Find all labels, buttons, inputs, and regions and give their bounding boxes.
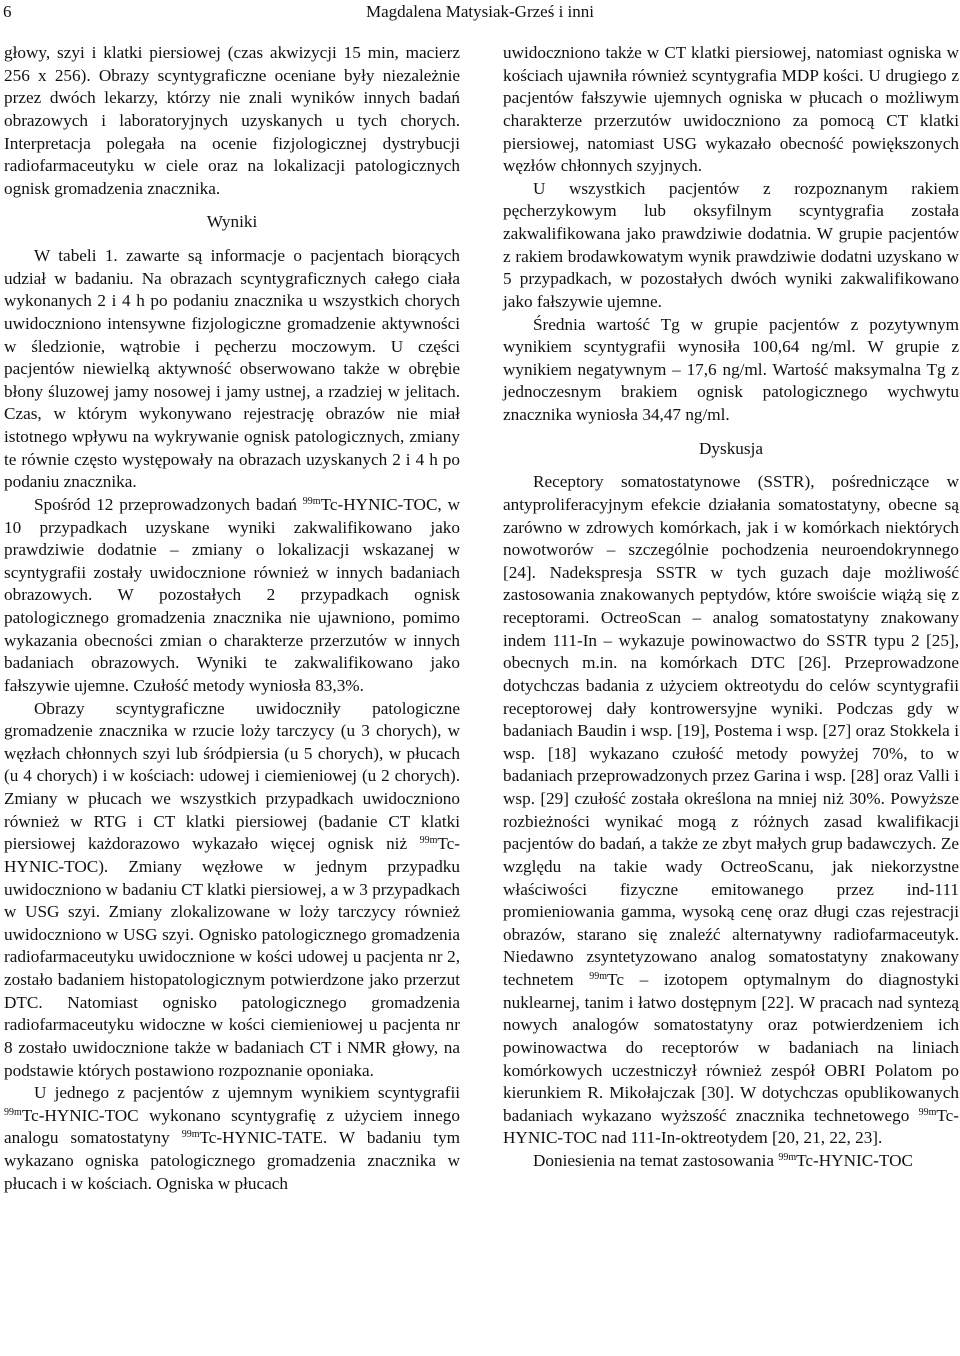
text-run: Receptory somatostatynowe (SSTR), pośredniczące w antyproliferacyjnym efekcie działania somatostatyny, obecne są zarówno w zdrowych komórkach, jak i w komórkach niektórych nowotworów – szczególnie pochodzenia neuroendokrynnego [24]. Nadekspresja SSTR w tych guzach daje możliwość zastosowania znakowanych peptydów, które swoiście wiążą się z receptorami. OctreoScan – analog somatostatyny znakowany indem 111-In – wykazuje powinowactwo do SSTR typu 2 [25], obecnych m.in. na komórkach DTC [26]. Przeprowadzone dotychczas badania z użyciem oktreotydu do celów scyntygrafii receptorowej dały kontrowersyjne wyniki. Podczas gdy w badaniach Baudin i wsp. [19], Postema i wsp. [27] oraz Stokkela i wsp. [18] wykazano czułość metody powyżej 70%, to w badaniach przeprowadzonych przez Garina i wsp. [28] oraz Valli i wsp. [29] czułość została określona na mniej niż 30%. Powyższe rozbieżności wynikać mogą z różnych zasad kwalifikacji pacjentów do badań, a także ze zbyt małych grup badawczych. Ze względu na takie wady OctreoScanu, jak niekorzystne właściwości fizyczne emitowanego przez ind-111 promieniowania gamma, wysoką cenę oraz długi czas rejestracji obrazów, starano się znaleźć alternatywny radiofarmaceutyk. Niedawno zsyntetyzowano analog somatostatyny znakowany technetem — [503, 472, 959, 989]
right-column — [503, 42, 959, 1173]
running-header-authors: Magdalena Matysiak-Grześ i inni — [365, 2, 594, 21]
text-run: U jednego z pacjentów z ujemnym wynikiem scyntygrafii — [34, 1083, 460, 1103]
text-run: Tc-HYNIC-TOC wykonano scyntygrafię z użyciem innego analogu somatostatyny — [4, 1105, 460, 1148]
text-run: Tc-HYNIC-TATE. W badaniu tym wykazano ogniska patologicznego gromadzenia znacznika w płucach i w kościach. Ogniska w płucach — [4, 1128, 460, 1193]
paragraph-results-6: Średnia wartość Tg w grupie pacjentów z pozytywnym wynikiem scyntygrafii wynosiła 100,64 ng/ml. W grupie z wynikiem negatywnym – 17,6 ng/ml. Wartość maksymalna Tg z jednoczesnym brakiem ognisk patologicznego wychwytu znacznika wyniosła 34,47 ng/ml. — [503, 314, 959, 424]
paragraph-discussion-1 — [503, 471, 959, 1150]
isotope-superscript: 99m — [778, 1152, 797, 1163]
text-run: Doniesienia na temat zastosowania — [533, 1151, 779, 1170]
isotope-superscript: 99m — [181, 1129, 200, 1141]
section-heading-discussion: Dyskusja — [699, 438, 763, 458]
section-heading-results: Wyniki — [206, 212, 258, 232]
isotope-superscript: 99m — [302, 495, 321, 507]
paragraph-methods-end: głowy, szyi i klatki piersiowej (czas akwizycji 15 min, macierz 256 x 256). Obrazy scyntygraficzne oceniane były niezależnie przez dwóch lekarzy, którzy nie znali wyników innych badań obrazowych i laboratoryjnych uzyskanych u tych chorych. Interpretacja polegała na ocenie fizjologicznej dystrybucji radiofarmaceutyku w ciele oraz na lokalizacji patologicznych ognisk gromadzenia znacznika. — [4, 43, 460, 198]
text-run: Spośród 12 przeprowadzonych badań — [34, 494, 303, 514]
isotope-superscript: 99m — [589, 971, 608, 982]
paragraph-results-1: W tabeli 1. zawarte są informacje o pacjentach biorących udział w badaniu. Na obrazach scyntygraficznych całego ciała wykonanych 2 i 4 h po podaniu znacznika u wszystkich chorych uwidoczniono intensywne fizjologiczne gromadzenie aktywności w śledzionie, wątrobie i pęcherzu moczowym. U części pacjentów niewielką aktywność obserwowano także w obrębie błony śluzowej jamy nosowej i jamy ustnej, a rzadziej w jelitach. Czas, w którym wykonywano rejestrację obrazów nie miał istotnego wpływu na wykrywanie ognisk patologicznych, zmiany te równie często występowały na obrazach uzyskanych 2 i 4 h po podaniu znacznika. — [4, 246, 460, 492]
text-run: Tc-HYNIC-TOC — [796, 1151, 913, 1170]
paragraph-results-2 — [4, 494, 460, 698]
page-number: 6 — [3, 2, 12, 21]
isotope-superscript: 99m — [4, 1106, 22, 1118]
paragraph-results-continued: uwidoczniono także w CT klatki piersiowej, natomiast ogniska w kościach ujawniła również scyntygrafia MDP kości. U drugiego z pacjentów fałszywie ujemnych ogniska w płucach o możliwym charakterze przerzutów uwidoczniono za pomocą CT klatki piersiowej, natomiast USG wykazało obecność powiększonych węzłów chłonnych szyjnych. — [503, 43, 959, 176]
isotope-superscript: 99m — [918, 1106, 937, 1118]
text-run: Tc-HYNIC-TOC). Zmiany węzłowe w jednym przypadku uwidoczniono w badaniu CT klatki piersiowej, a w 3 przypadkach w USG szyi. Zmiany zlokalizowane w loży tarczycy również uwidoczniono w USG szyi. Ognisko patologicznego gromadzenia radiofarmaceutyku uwidocznione w kości udowej u pacjenta nr 2, zostało badaniem histopatologicznym potwierdzone jako przerzut DTC. Natomiast ognisko patologicznego gromadzenia radiofarmaceutyku widoczne w kości ciemieniowej u pacjenta nr 8 zostało uwidocznione także w badaniach CT i NMR głowy, na podstawie których postawiono rozpoznanie oponiaka. — [4, 834, 460, 1080]
paragraph-results-4 — [4, 1082, 460, 1195]
paragraph-results-5: U wszystkich pacjentów z rozpoznanym rakiem pęcherzykowym lub oksyfilnym scyntygrafia została zakwalifikowana jako prawdziwie dodatnia. W grupie pacjentów z rakiem brodawkowatym wynik prawdziwie dodatni uzyskano w 5 przypadkach, w pozostałych dwóch wyniki zakwalifikowano jako fałszywie ujemne. — [503, 178, 959, 311]
paragraph-discussion-2 — [503, 1150, 959, 1173]
text-run: Obrazy scyntygraficzne uwidoczniły patologiczne gromadzenie znacznika w rzucie loży tarczycy (u 3 chorych), w węzłach chłonnych szyi lub śródpiersia (u 5 chorych), w płucach (u 4 chorych) i w kościach: udowej i ciemieniowej (u 2 chorych). Zmiany w płucach we wszystkich przypadkach uwidoczniono również w RTG i CT klatki piersiowej (badanie CT klatki piersiowej każdorazowo wykazało więcej ognisk niż — [4, 698, 460, 854]
left-column — [4, 42, 460, 1195]
isotope-superscript: 99m — [419, 835, 438, 847]
text-run: Tc – izotopem optymalnym do diagnostyki nuklearnej, tanim i łatwo dostępnym [22]. W pracach nad syntezą nowych analogów somatostatyny oraz potwierdzeniem ich powinowactwa do receptorów w badaniach na liniach komórkowych uczestniczył również zespół OBRI Polatom po kierunkiem R. Mikołajczak [30]. W dotychczas opublikowanych badaniach wykazano wyższość znacznika technetowego — [503, 970, 959, 1125]
text-run: Tc-HYNIC-TOC, w 10 przypadkach uzyskane wyniki zakwalifikowano jako prawdziwie dodatnie – zmiany o lokalizacji wskazanej w scyntygrafii zostały uwidocznione również w innych badaniach obrazowych. W pozostałych 2 przypadkach ognisk patologicznego gromadzenia znacznika nie ujawniono, pomimo wykazania obecności zmian o charakterze przerzutów w innych badaniach obrazowych. Wyniki te zakwalifikowano jako fałszywie ujemne. Czułość metody wyniosła 83,3%. — [4, 494, 460, 695]
paragraph-results-3 — [4, 698, 460, 1083]
text-run: Tc-HYNIC-TOC nad 111-In-oktreotydem [20, 21, 22, 23]. — [503, 1105, 959, 1148]
